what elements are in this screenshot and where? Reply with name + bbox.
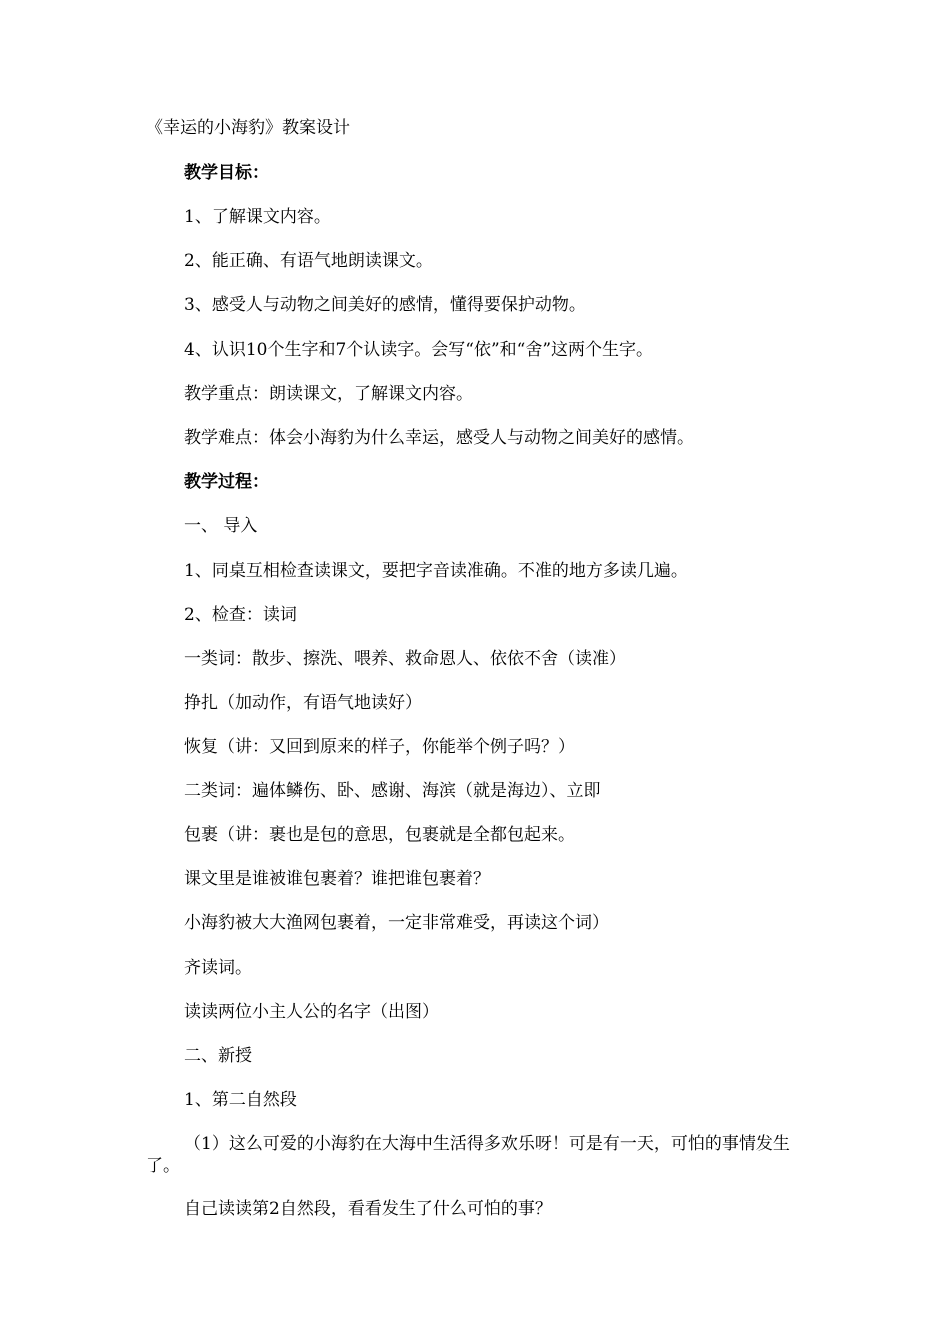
process-line: 1、同桌互相检查读课文，要把字音读准确。不准的地方多读几遍。 — [184, 561, 688, 581]
last-line: 自己读读第2自然段，看看发生了什么可怕的事？ — [184, 1199, 552, 1219]
process-heading: 教学过程： — [184, 472, 269, 492]
process-line: 课文里是谁被谁包裹着？谁把谁包裹着？ — [184, 869, 490, 889]
key-point: 教学重点：朗读课文，了解课文内容。 — [184, 384, 473, 404]
process-line: 二、新授 — [184, 1046, 252, 1066]
objective-2: 2、能正确、有语气地朗读课文。 — [184, 251, 433, 271]
objective-4: 4、认识10个生字和7个认读字。会写“依”和“舍”这两个生字。 — [184, 340, 654, 360]
objectives-heading: 教学目标： — [184, 163, 269, 183]
difficulty: 教学难点：体会小海豹为什么幸运，感受人与动物之间美好的感情。 — [184, 428, 694, 448]
process-line: 恢复（讲：又回到原来的样子，你能举个例子吗？） — [184, 737, 575, 757]
process-line: 1、第二自然段 — [184, 1090, 297, 1110]
objective-3: 3、感受人与动物之间美好的感情，懂得要保护动物。 — [184, 295, 586, 315]
process-line: 读读两位小主人公的名字（出图） — [184, 1002, 439, 1022]
process-line: 挣扎（加动作，有语气地读好） — [184, 693, 422, 713]
process-line: 包裹（讲：裹也是包的意思，包裹就是全都包起来。 — [184, 825, 575, 845]
document-title: 《幸运的小海豹》教案设计 — [146, 118, 350, 138]
process-line: 一、 导入 — [184, 516, 258, 536]
objective-1: 1、了解课文内容。 — [184, 207, 331, 227]
process-line: 齐读词。 — [184, 958, 252, 978]
process-line: 2、检查：读词 — [184, 605, 297, 625]
process-line: 一类词：散步、擦洗、喂养、救命恩人、依依不舍（读准） — [184, 649, 626, 669]
process-line: 小海豹被大大渔网包裹着，一定非常难受，再读这个词） — [184, 913, 609, 933]
process-line: 二类词：遍体鳞伤、卧、感谢、海滨（就是海边）、立即 — [184, 781, 601, 801]
paragraph-1: （1）这么可爱的小海豹在大海中生活得多欢乐呀！可是有一天，可怕的事情发生了。 — [146, 1134, 790, 1176]
